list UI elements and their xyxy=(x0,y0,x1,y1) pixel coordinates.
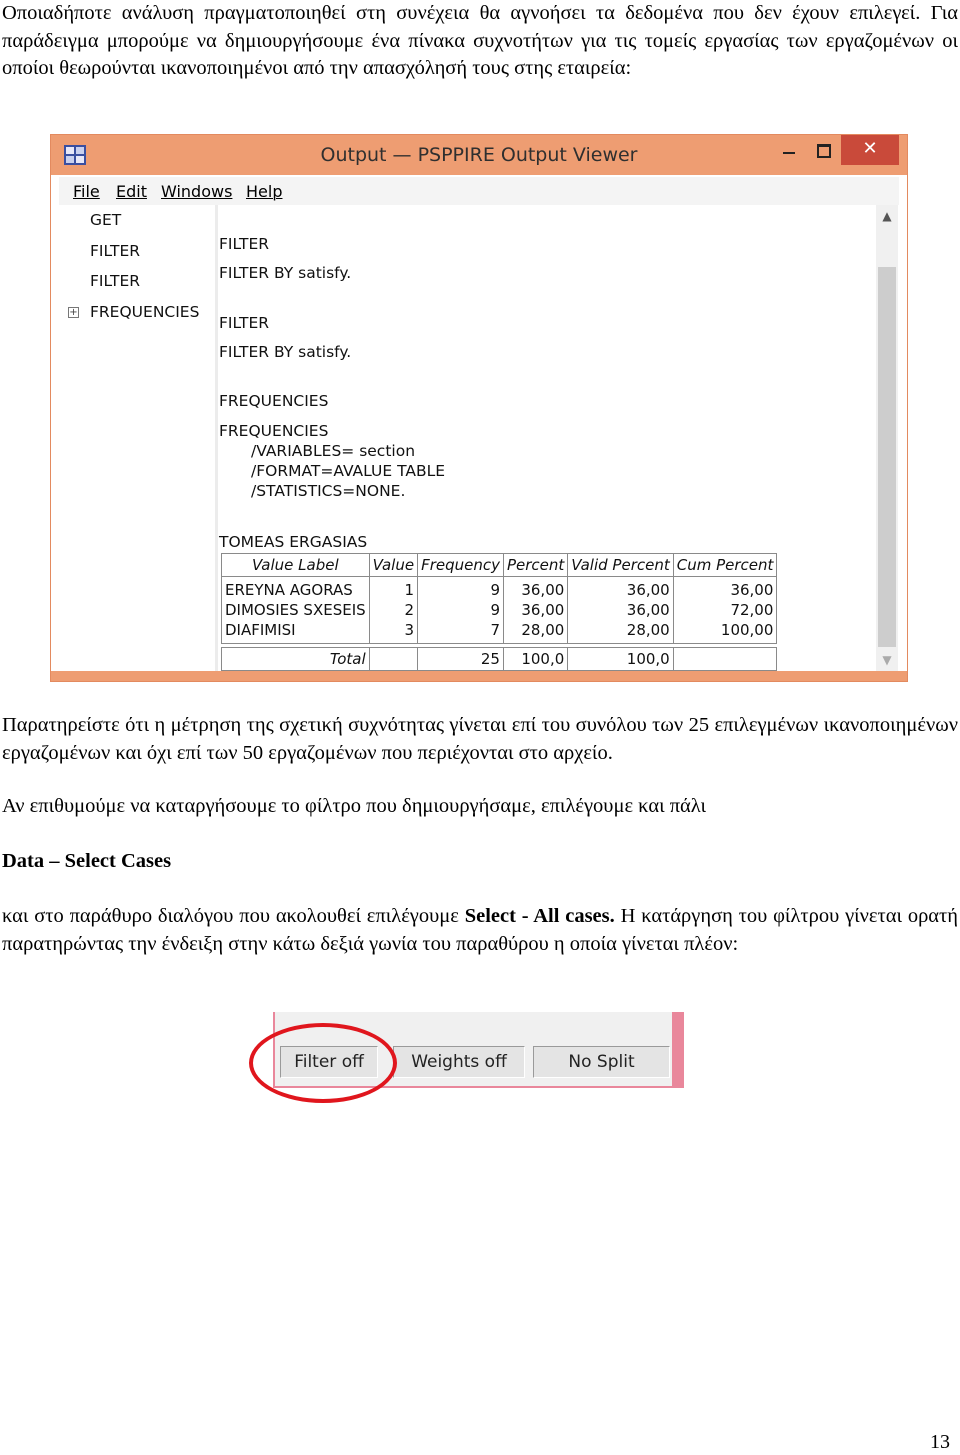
scrollbar-thumb[interactable] xyxy=(878,267,896,647)
expand-icon[interactable]: + xyxy=(69,307,78,318)
select-all-prefix: και στο παράθυρο διαλόγου που ακολουθεί επιλέγουμε xyxy=(2,905,465,927)
syntax-filter-1: FILTER xyxy=(219,235,270,253)
frequency-table xyxy=(221,553,777,671)
menu-edit[interactable]: Edit xyxy=(116,182,147,201)
cell-total-value xyxy=(369,648,417,671)
syntax-filter-by-2: FILTER BY satisfy. xyxy=(219,343,352,361)
table-row xyxy=(222,600,777,620)
header-valid-percent: Valid Percent xyxy=(568,554,673,577)
outline-item-frequencies[interactable]: FREQUENCIES xyxy=(90,303,200,321)
table-row xyxy=(222,620,777,644)
cell-cum-percent: 100,00 xyxy=(673,620,777,644)
cell-frequency: 7 xyxy=(418,620,504,644)
output-content xyxy=(218,205,876,671)
menu-bar xyxy=(59,177,899,205)
table-title: TOMEAS ERGASIAS xyxy=(219,533,368,551)
outline-pane xyxy=(59,205,215,671)
cell-valid-percent: 28,00 xyxy=(568,620,673,644)
cell-valid-percent: 36,00 xyxy=(568,600,673,620)
header-percent: Percent xyxy=(503,554,567,577)
cell-cum-percent: 36,00 xyxy=(673,577,777,601)
table-total-row xyxy=(222,648,777,671)
select-all-option: Select - All cases. xyxy=(464,905,615,927)
cell-percent: 36,00 xyxy=(503,600,567,620)
cell-frequency: 9 xyxy=(418,577,504,601)
maximize-icon xyxy=(817,144,831,158)
window-bottom-border xyxy=(51,671,907,681)
output-viewer-window xyxy=(50,134,908,682)
cell-cum-percent: 72,00 xyxy=(673,600,777,620)
select-all-suffix: Η κατάργηση του φίλτρου γίνεται ορατή παρατηρώντας την ένδειξη στην κάτω δεξιά γωνία του παραθύρου η οποία γίνεται πλέον: xyxy=(2,905,958,955)
page-number: 13 xyxy=(930,1431,950,1453)
menu-path: Data – Select Cases xyxy=(2,850,172,872)
maximize-button[interactable] xyxy=(803,135,843,165)
observation-paragraph: Παρατηρείστε ότι η μέτρηση της σχετική συχνότητας γίνεται επί του συνόλου των 25 επιλεγμένων ικανοποιημένων εργαζομένων και όχι επί των 50 εργαζομένων που περιέχονται στο αρχείο. xyxy=(2,714,958,764)
weights-status: Weights off xyxy=(393,1046,525,1078)
cell-value: 2 xyxy=(369,600,417,620)
cell-percent: 36,00 xyxy=(503,577,567,601)
outline-item-filter-1[interactable]: FILTER xyxy=(90,242,141,260)
cell-percent: 28,00 xyxy=(503,620,567,644)
cell-total-cum-percent xyxy=(673,648,777,671)
cell-value: 1 xyxy=(369,577,417,601)
cell-total-valid-percent: 100,0 xyxy=(568,648,673,671)
cell-total-percent: 100,0 xyxy=(503,648,567,671)
scroll-down-icon[interactable]: ▼ xyxy=(882,653,892,667)
cell-valid-percent: 36,00 xyxy=(568,577,673,601)
select-all-paragraph xyxy=(2,903,958,958)
outline-item-filter-2[interactable]: FILTER xyxy=(90,272,141,290)
highlight-circle xyxy=(249,1023,397,1103)
cell-frequency: 9 xyxy=(418,600,504,620)
syntax-frequencies: FREQUENCIES xyxy=(219,422,329,440)
frequencies-heading: FREQUENCIES xyxy=(219,392,329,410)
table-row xyxy=(222,577,777,601)
table-header-row xyxy=(222,554,777,577)
close-button[interactable] xyxy=(841,135,899,165)
cell-label: EREYNA AGORAS xyxy=(222,577,370,601)
cell-value: 3 xyxy=(369,620,417,644)
cell-total-frequency: 25 xyxy=(418,648,504,671)
remove-filter-paragraph: Αν επιθυμούμε να καταργήσουμε το φίλτρο που δημιουργήσαμε, επιλέγουμε και πάλι xyxy=(2,795,707,817)
close-icon: ✕ xyxy=(862,138,878,159)
outline-item-get[interactable]: GET xyxy=(90,211,122,229)
header-frequency: Frequency xyxy=(418,554,504,577)
scroll-up-icon[interactable]: ▲ xyxy=(882,209,892,223)
intro-paragraph: Οποιαδήποτε ανάλυση πραγματοποιηθεί στη συνέχεια θα αγνοήσει τα δεδομένα που δεν έχουν επιλεγεί. Για παράδειγμα μπορούμε να δημιουργήσουμε ένα πίνακα συχνοτήτων για τις τομείς εργασίας των εργαζομένων οι οποίοι θεωρούνται ικανοποιημένοι από την απασχόλησή τους στης εταιρεία: xyxy=(2,2,958,79)
header-value-label: Value Label xyxy=(222,554,370,577)
header-value: Value xyxy=(369,554,417,577)
cell-label: DIAFIMISI xyxy=(222,620,370,644)
filter-status: Filter off xyxy=(280,1046,378,1078)
syntax-filter-2: FILTER xyxy=(219,314,270,332)
cell-total-label: Total xyxy=(222,648,370,671)
vertical-scrollbar[interactable] xyxy=(876,205,898,671)
menu-help[interactable]: Help xyxy=(246,182,283,201)
minimize-icon xyxy=(783,152,795,154)
menu-windows[interactable]: Windows xyxy=(161,182,233,201)
split-status: No Split xyxy=(533,1046,670,1078)
window-title: Output — PSPPIRE Output Viewer xyxy=(320,144,638,166)
syntax-statistics: /STATISTICS=NONE. xyxy=(251,482,406,500)
menu-file[interactable]: File xyxy=(73,182,100,201)
syntax-variables: /VARIABLES= section xyxy=(251,442,416,460)
title-bar xyxy=(51,135,907,175)
syntax-filter-by-1: FILTER BY satisfy. xyxy=(219,264,352,282)
cell-label: DIMOSIES SXESEIS xyxy=(222,600,370,620)
syntax-format: /FORMAT=AVALUE TABLE xyxy=(251,462,446,480)
header-cum-percent: Cum Percent xyxy=(673,554,777,577)
